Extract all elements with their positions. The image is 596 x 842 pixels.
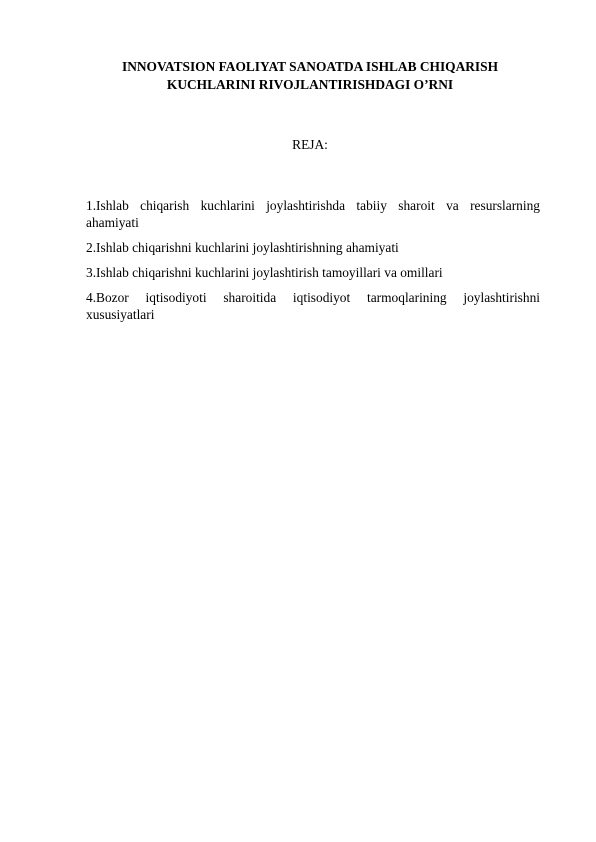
document-title-line-2: KUCHLARINI RIVOJLANTIRISHDAGI O’RNI bbox=[166, 77, 454, 92]
plan-item-3: 3.Ishlab chiqarishni kuchlarini joylashtirish tamoyillari va omillari bbox=[86, 265, 443, 280]
plan-heading: REJA: bbox=[292, 137, 328, 152]
plan-item-1: 1.Ishlab chiqarish kuchlarini joylashtirishda tabiiy sharoit va resurslarning ahamiyati bbox=[86, 198, 540, 230]
plan-item-2: 2.Ishlab chiqarishni kuchlarini joylashtirishning ahamiyati bbox=[86, 240, 399, 255]
document-title-line-1: INNOVATSION FAOLIYAT SANOATDA ISHLAB CHIQARISH bbox=[121, 59, 499, 74]
document-title bbox=[60, 58, 560, 94]
plan-list bbox=[86, 197, 540, 331]
plan-item-4: 4.Bozor iqtisodiyoti sharoitida iqtisodiyot tarmoqlarining joylashtirishni xususiyatlari bbox=[86, 290, 540, 322]
